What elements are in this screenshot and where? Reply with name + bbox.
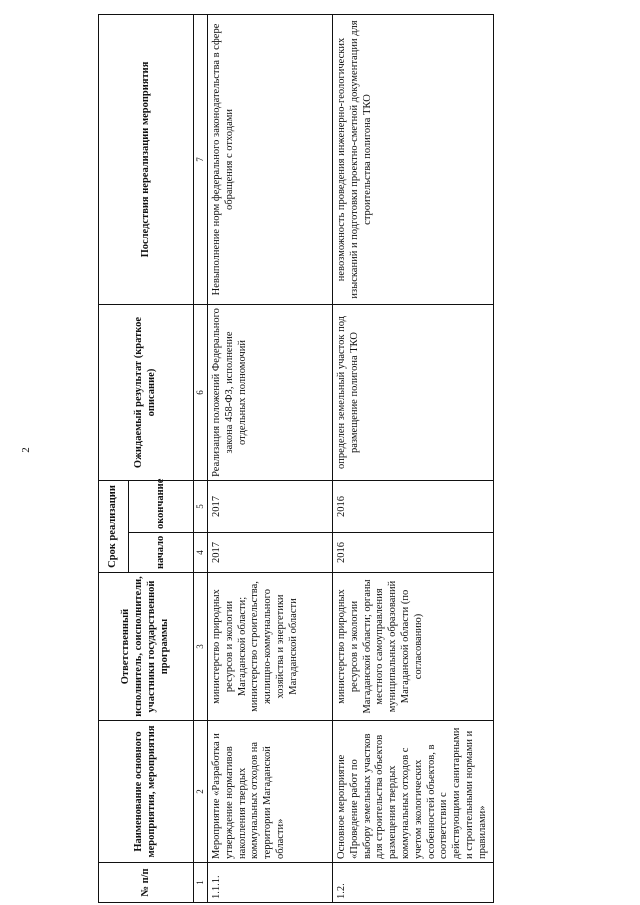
header-result: Ожидаемый результат (краткое описание) — [99, 305, 194, 481]
header-name: Наименование основного мероприятия, мероприятия — [99, 721, 194, 863]
rotated-table-container — [98, 15, 617, 903]
column-number: 4 — [194, 533, 208, 573]
header-consequence: Последствия нереализации мероприятия — [99, 15, 194, 305]
column-number: 6 — [194, 305, 208, 481]
program-activities-table — [98, 14, 494, 903]
column-number: 7 — [194, 15, 208, 305]
row-start: 2016 — [332, 533, 493, 573]
row-name: Основное мероприятие «Проведение работ по выбору земельных участков для строительства объектов размещения твердых коммунальных отходов с учетом экологических особенностей объектов, в соответствии с действующими санитарными и строительными нормами и правилами» — [332, 721, 493, 863]
row-end: 2017 — [207, 481, 332, 533]
header-term: Срок реализации — [99, 481, 129, 573]
row-name: Мероприятие «Разработка и утверждение нормативов накопления твердых коммунальных отходов на территории Магаданской области» — [207, 721, 332, 863]
header-responsible: Ответственный исполнитель, соисполнители, участники государственной программы — [99, 573, 194, 721]
header-num: № п/п — [99, 863, 194, 903]
page-number: 2 — [20, 447, 32, 453]
header-start: начало — [129, 533, 194, 573]
row-responsible: министерство природных ресурсов и экологии Магаданской области; органы местного самоуправления муниципальных образований Магаданской области (по согласованию) — [332, 573, 493, 721]
column-number: 1 — [194, 863, 208, 903]
row-num: 1.2. — [332, 863, 493, 903]
row-consequence: Невыполнение норм федерального законодательства в сфере обращения с отходами — [207, 15, 332, 305]
column-number: 2 — [194, 721, 208, 863]
row-responsible: министерство природных ресурсов и экологии Магаданской области; министерство строительства, жилищно-коммунального хозяйства и энергетики Магаданской области — [207, 573, 332, 721]
column-number: 3 — [194, 573, 208, 721]
table-row — [207, 15, 332, 903]
row-end: 2016 — [332, 481, 493, 533]
row-num: 1.1.1. — [207, 863, 332, 903]
table-row — [332, 15, 493, 903]
row-consequence: невозможность проведения инженерно-геологических изысканий и подготовки проектно-сметной документации для строительства полигона ТКО — [332, 15, 493, 305]
row-start: 2017 — [207, 533, 332, 573]
column-number: 5 — [194, 481, 208, 533]
row-result: определен земельный участок под размещение полигона ТКО — [332, 305, 493, 481]
header-end: окончание — [129, 481, 194, 533]
row-result: Реализация положений Федерального закона 458-ФЗ, исполнение отдельных полномочий — [207, 305, 332, 481]
